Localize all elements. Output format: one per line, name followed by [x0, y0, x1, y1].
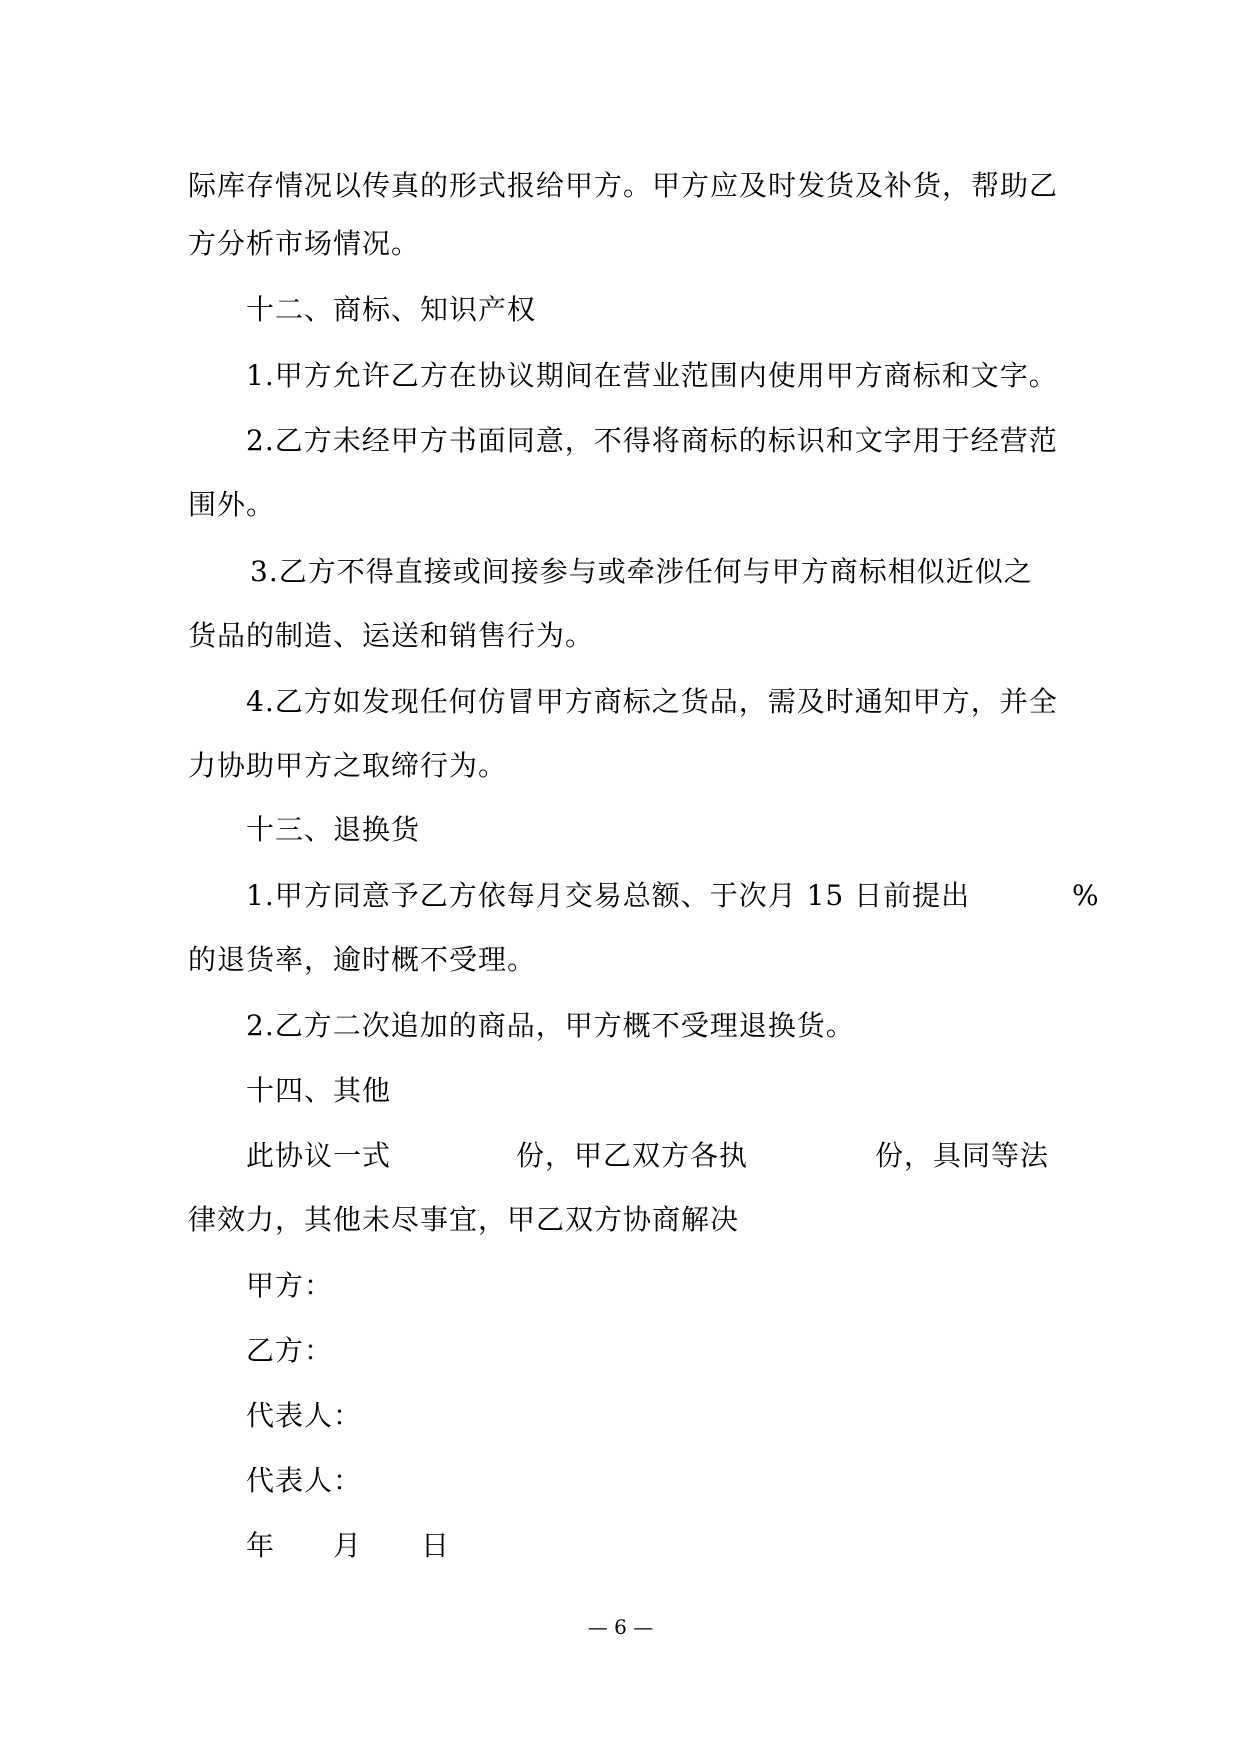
- clause-13-2: 2.乙方二次追加的商品，甲方概不受理退换货。: [246, 1009, 855, 1042]
- clause-12-2-continued: 围外。: [188, 488, 276, 521]
- section-heading-13: 十三、退换货: [246, 813, 421, 846]
- clause-12-4-continued: 力协助甲方之取缔行为。: [188, 749, 508, 782]
- clause-12-4: 4.乙方如发现任何仿冒甲方商标之货品，需及时通知甲方，并全: [246, 685, 1058, 718]
- clause-13-1-continued: 的退货率，逾时概不受理。: [188, 943, 537, 976]
- representative-label-2: 代表人：: [246, 1464, 363, 1497]
- copies-clause-continued: 律效力，其他未尽事宜，甲乙双方协商解决: [188, 1203, 740, 1236]
- date-month: 月: [333, 1529, 363, 1562]
- copies-clause-part-a: 此协议一式: [246, 1139, 392, 1172]
- section-heading-12: 十二、商标、知识产权: [246, 293, 537, 326]
- copies-clause-part-c: 份，具同等法: [875, 1139, 1050, 1172]
- copies-clause-part-b: 份，甲乙双方各执: [516, 1139, 749, 1172]
- party-b-label: 乙方：: [246, 1334, 334, 1367]
- paragraph-line: 际库存情况以传真的形式报给甲方。甲方应及时发货及补货，帮助乙: [188, 169, 1059, 202]
- representative-label-1: 代表人：: [246, 1399, 363, 1432]
- page-number: — 6 —: [587, 1615, 654, 1639]
- clause-13-1: 1.甲方同意予乙方依每月交易总额、于次月 15 日前提出: [246, 879, 971, 912]
- date-day: 日: [421, 1529, 451, 1562]
- clause-12-3: 3.乙方不得直接或间接参与或牵涉任何与甲方商标相似近似之: [250, 555, 1033, 588]
- clause-12-3-continued: 货品的制造、运送和销售行为。: [188, 619, 595, 652]
- clause-12-2: 2.乙方未经甲方书面同意，不得将商标的标识和文字用于经营范: [246, 424, 1058, 457]
- party-a-label: 甲方：: [246, 1269, 334, 1302]
- date-year: 年: [246, 1529, 276, 1562]
- section-heading-14: 十四、其他: [246, 1074, 392, 1107]
- paragraph-line: 方分析市场情况。: [188, 227, 421, 260]
- percent-sign: %: [1072, 879, 1100, 912]
- clause-12-1: 1.甲方允许乙方在协议期间在营业范围内使用甲方商标和文字。: [246, 359, 1058, 392]
